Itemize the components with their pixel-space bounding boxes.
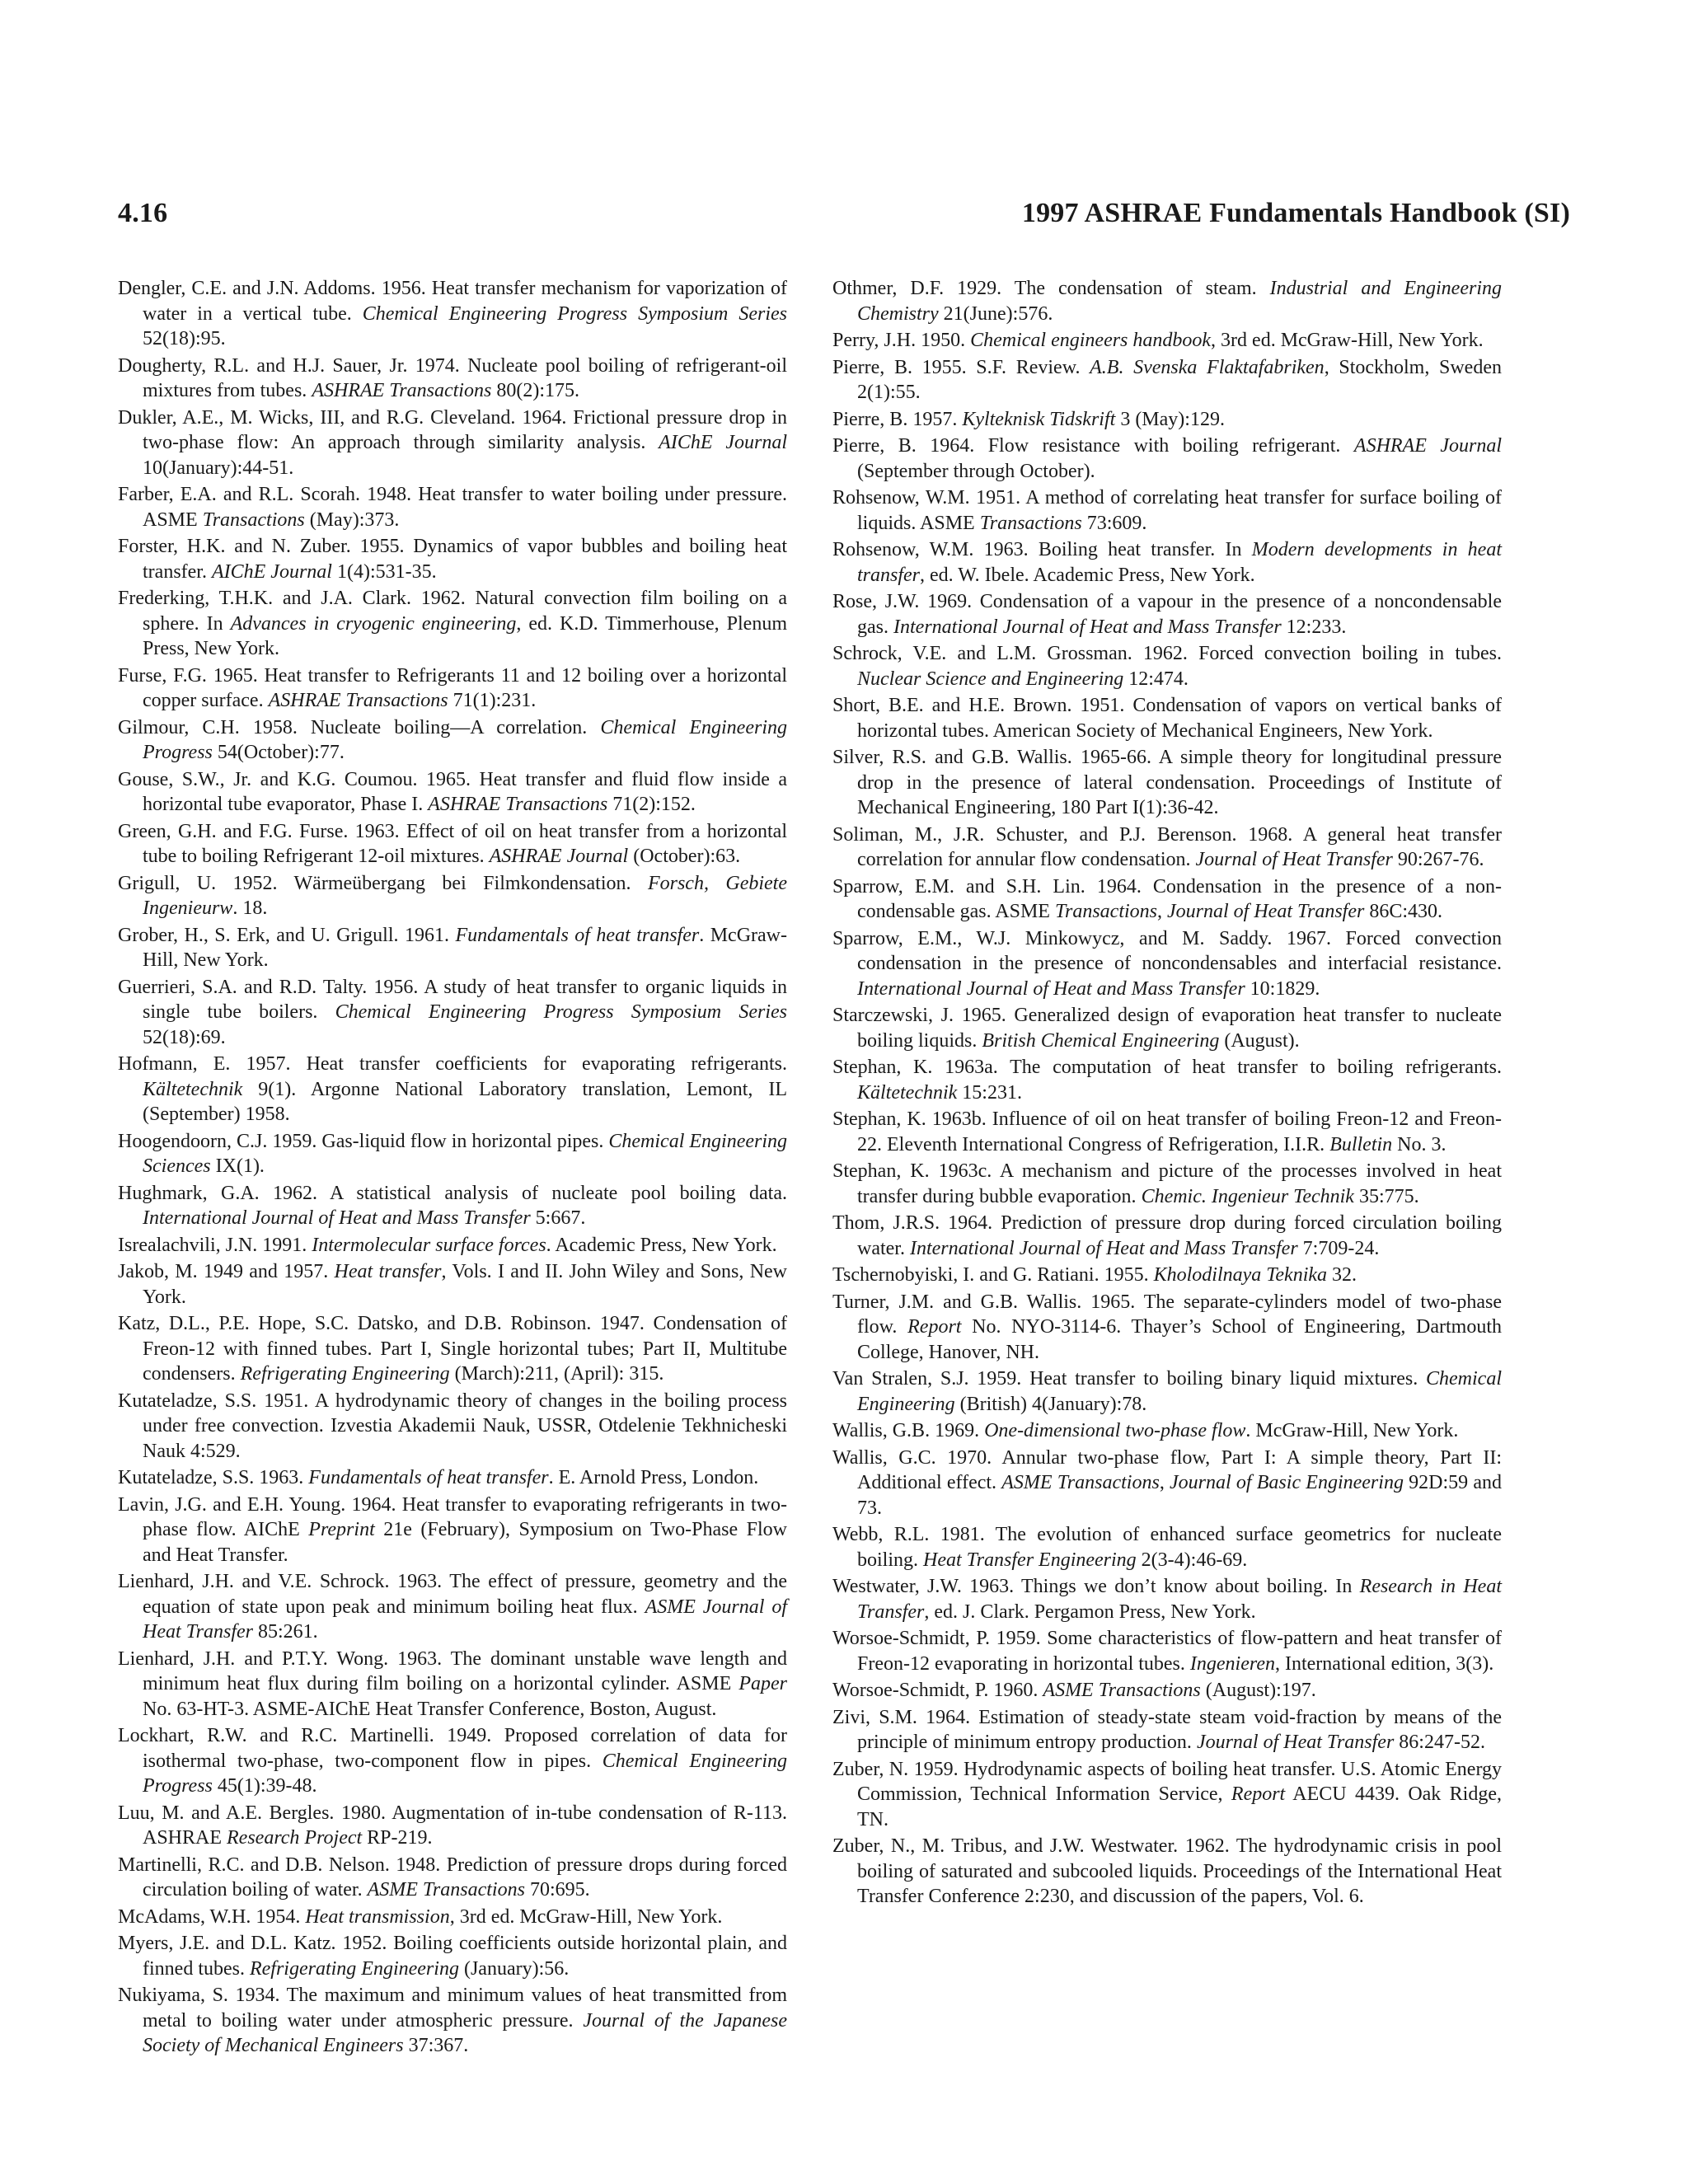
references-right-column xyxy=(832,276,1502,1911)
reference-entry: Stephan, K. 1963a. The computation of heat transfer to boiling refrigerants. Kältetechnik 15:231. xyxy=(832,1057,1502,1104)
reference-entry: Pierre, B. 1955. S.F. Review. A.B. Svenska Flaktafabriken, Stockholm, Sweden 2(1):55. xyxy=(832,356,1502,403)
reference-entry: Kutateladze, S.S. 1951. A hydrodynamic theory of changes in the boiling process under free convection. Izvestia Akademii Nauk, USSR, Otdelenie Tekhnicheski Nauk 4:529. xyxy=(118,1390,787,1462)
reference-entry: Worsoe-Schmidt, P. 1960. ASME Transactions (August):197. xyxy=(832,1680,1316,1701)
reference-entry: Grigull, U. 1952. Wärmeübergang bei Filmkondensation. Forsch, Gebiete Ingenieurw. 18. xyxy=(118,872,788,919)
reference-entry: Soliman, M., J.R. Schuster, and P.J. Berenson. 1968. A general heat transfer correlation for annular flow condensation. Journal of Heat Transfer 90:267-76. xyxy=(832,823,1502,870)
reference-entry: Thom, J.R.S. 1964. Prediction of pressure drop during forced circulation boiling water. International Journal of Heat and Mass Transfer 7:709-24. xyxy=(832,1212,1502,1259)
reference-entry: Worsoe-Schmidt, P. 1959. Some characteristics of flow-pattern and heat transfer of Freon-12 evaporating in horizontal tubes. Ingenieren, International edition, 3(3). xyxy=(832,1628,1502,1675)
reference-entry: Wallis, G.B. 1969. One-dimensional two-phase flow. McGraw-Hill, New York. xyxy=(832,1420,1459,1441)
reference-entry: Lienhard, J.H. and P.T.Y. Wong. 1963. The dominant unstable wave length and minimum heat flux during film boiling on a horizontal cylinder. ASME Paper No. 63-HT-3. ASME-AIChE Heat Transfer Conference, Boston, August. xyxy=(118,1647,787,1720)
reference-entry: Hoogendoorn, C.J. 1959. Gas-liquid flow in horizontal pipes. Chemical Engineering Sciences IX(1). xyxy=(118,1130,788,1177)
reference-entry: Martinelli, R.C. and D.B. Nelson. 1948. Prediction of pressure drops during forced circulation boiling of water. ASME Transactions 70:695. xyxy=(118,1854,787,1900)
page-number: 4.16 xyxy=(118,198,168,228)
reference-entry: Gilmour, C.H. 1958. Nucleate boiling—A correlation. Chemical Engineering Progress 54(October):77. xyxy=(118,716,787,763)
reference-entry: Gouse, S.W., Jr. and K.G. Coumou. 1965. Heat transfer and fluid flow inside a horizontal tube evaporator, Phase I. ASHRAE Transactions 71(2):152. xyxy=(118,768,787,815)
reference-entry: Rohsenow, W.M. 1963. Boiling heat transfer. In Modern developments in heat transfer, ed. W. Ibele. Academic Press, New York. xyxy=(832,539,1502,586)
reference-entry: Zuber, N. 1959. Hydrodynamic aspects of boiling heat transfer. U.S. Atomic Energy Commission, Technical Information Service, Report AECU 4439. Oak Ridge, TN. xyxy=(832,1758,1502,1830)
reference-entry: Zuber, N., M. Tribus, and J.W. Westwater. 1962. The hydrodynamic crisis in pool boiling of saturated and subcooled liquids. Proceedings of the International Heat Transfer Conference 2:230, and discussion of the papers, Vol. 6. xyxy=(832,1835,1502,1907)
reference-entry: Furse, F.G. 1965. Heat transfer to Refrigerants 11 and 12 boiling over a horizontal copper surface. ASHRAE Transactions 71(1):231. xyxy=(118,664,787,711)
reference-entry: Guerrieri, S.A. and R.D. Talty. 1956. A study of heat transfer to organic liquids in single tube boilers. Chemical Engineering Progress Symposium Series 52(18):69. xyxy=(118,976,787,1048)
reference-entry: Silver, R.S. and G.B. Wallis. 1965-66. A simple theory for longitudinal pressure drop in the presence of lateral condensation. Proceedings of Institute of Mechanical Engineering, 180 Part I(1):36-42. xyxy=(832,747,1502,818)
reference-entry: Rose, J.W. 1969. Condensation of a vapour in the presence of a noncondensable gas. International Journal of Heat and Mass Transfer 12:233. xyxy=(832,591,1502,638)
reference-entry: Short, B.E. and H.E. Brown. 1951. Condensation of vapors on vertical banks of horizontal tubes. American Society of Mechanical Engineers, New York. xyxy=(832,695,1502,742)
reference-entry: Dukler, A.E., M. Wicks, III, and R.G. Cleveland. 1964. Frictional pressure drop in two-phase flow: An approach through similarity analysis. AIChE Journal 10(January):44-51. xyxy=(118,406,787,479)
reference-entry: Stephan, K. 1963b. Influence of oil on heat transfer of boiling Freon-12 and Freon-22. Eleventh International Congress of Refrigeration, I.I.R. Bulletin No. 3. xyxy=(832,1108,1502,1155)
reference-entry: Stephan, K. 1963c. A mechanism and picture of the processes involved in heat transfer during bubble evaporation. Chemic. Ingenieur Technik 35:775. xyxy=(832,1160,1502,1207)
reference-entry: Wallis, G.C. 1970. Annular two-phase flow, Part I: A simple theory, Part II: Additional effect. ASME Transactions, Journal of Basic Engineering 92D:59 and 73. xyxy=(832,1446,1503,1519)
reference-entry: Hofmann, E. 1957. Heat transfer coefficients for evaporating refrigerants. Kältetechnik 9(1). Argonne National Laboratory translation, Lemont, IL (September) 1958. xyxy=(118,1053,787,1125)
reference-entry: Othmer, D.F. 1929. The condensation of steam. Industrial and Engineering Chemistry 21(June):576. xyxy=(832,278,1502,325)
reference-entry: Jakob, M. 1949 and 1957. Heat transfer, Vols. I and II. John Wiley and Sons, New York. xyxy=(118,1261,788,1308)
reference-entry: Starczewski, J. 1965. Generalized design of evaporation heat transfer to nucleate boiling liquids. British Chemical Engineering (August). xyxy=(832,1005,1502,1052)
reference-entry: Grober, H., S. Erk, and U. Grigull. 1961. Fundamentals of heat transfer. McGraw-Hill, New York. xyxy=(118,924,787,971)
reference-entry: Schrock, V.E. and L.M. Grossman. 1962. Forced convection boiling in tubes. Nuclear Science and Engineering 12:474. xyxy=(832,643,1502,690)
reference-entry: Webb, R.L. 1981. The evolution of enhanced surface geometrics for nucleate boiling. Heat Transfer Engineering 2(3-4):46-69. xyxy=(832,1524,1502,1571)
reference-entry: Tschernobyiski, I. and G. Ratiani. 1955. Kholodilnaya Teknika 32. xyxy=(832,1264,1357,1286)
reference-entry: Farber, E.A. and R.L. Scorah. 1948. Heat transfer to water boiling under pressure. ASME Transactions (May):373. xyxy=(118,484,787,531)
reference-entry: McAdams, W.H. 1954. Heat transmission, 3rd ed. McGraw-Hill, New York. xyxy=(118,1905,723,1928)
reference-entry: Luu, M. and A.E. Bergles. 1980. Augmentation of in-tube condensation of R-113. ASHRAE Research Project RP-219. xyxy=(118,1802,787,1849)
references-left-column xyxy=(118,276,787,2060)
reference-entry: Pierre, B. 1964. Flow resistance with boiling refrigerant. ASHRAE Journal (September through October). xyxy=(832,435,1502,482)
reference-entry: Lienhard, J.H. and V.E. Schrock. 1963. The effect of pressure, geometry and the equation of state upon peak and minimum boiling heat flux. ASME Journal of Heat Transfer 85:261. xyxy=(118,1571,788,1643)
reference-entry: Lavin, J.G. and E.H. Young. 1964. Heat transfer to evaporating refrigerants in two-phase flow. AIChE Preprint 21e (February), Symposium on Two-Phase Flow and Heat Transfer. xyxy=(118,1493,787,1566)
reference-entry: Frederking, T.H.K. and J.A. Clark. 1962. Natural convection film boiling on a sphere. In Advances in cryogenic engineering, ed. K.D. Timmerhouse, Plenum Press, New York. xyxy=(118,588,787,659)
reference-entry: Katz, D.L., P.E. Hope, S.C. Datsko, and D.B. Robinson. 1947. Condensation of Freon-12 with finned tubes. Part I, Single horizontal tubes; Part II, Multitube condensers. Refrigerating Engineering (March):211, (April): 315. xyxy=(118,1313,787,1385)
reference-entry: Westwater, J.W. 1963. Things we don’t know about boiling. In Research in Heat Transfer, ed. J. Clark. Pergamon Press, New York. xyxy=(832,1576,1502,1623)
reference-entry: Forster, H.K. and N. Zuber. 1955. Dynamics of vapor bubbles and boiling heat transfer. AIChE Journal 1(4):531-35. xyxy=(118,536,787,583)
reference-entry: Hughmark, G.A. 1962. A statistical analysis of nucleate pool boiling data. International Journal of Heat and Mass Transfer 5:667. xyxy=(118,1182,787,1229)
reference-entry: Turner, J.M. and G.B. Wallis. 1965. The separate-cylinders model of two-phase flow. Report No. NYO-3114-6. Thayer’s School of Engineering, Dartmouth College, Hanover, NH. xyxy=(832,1291,1503,1363)
reference-entry: Nukiyama, S. 1934. The maximum and minimum values of heat transmitted from metal to boiling water under atmospheric pressure. Journal of the Japanese Society of Mechanical Engineers 37:367. xyxy=(118,1985,787,2056)
reference-entry: Rohsenow, W.M. 1951. A method of correlating heat transfer for surface boiling of liquids. ASME Transactions 73:609. xyxy=(832,487,1502,534)
reference-entry: Zivi, S.M. 1964. Estimation of steady-state steam void-fraction by means of the principle of minimum entropy production. Journal of Heat Transfer 86:247-52. xyxy=(832,1706,1502,1753)
running-title: 1997 ASHRAE Fundamentals Handbook (SI) xyxy=(1021,198,1570,228)
reference-entry: Dengler, C.E. and J.N. Addoms. 1956. Heat transfer mechanism for vaporization of water in a vertical tube. Chemical Engineering Progress Symposium Series 52(18):95. xyxy=(118,278,788,349)
reference-entry: Pierre, B. 1957. Kylteknisk Tidskrift 3 (May):129. xyxy=(832,408,1225,430)
reference-entry: Sparrow, E.M., W.J. Minkowycz, and M. Saddy. 1967. Forced convection condensation in the presence of noncondensables and interfacial resistance. International Journal of Heat and Mass Transfer 10:1829. xyxy=(832,927,1502,1000)
reference-entry: Sparrow, E.M. and S.H. Lin. 1964. Condensation in the presence of a noncondensable gas. ASME Transactions, Journal of Heat Transfer 86C:430. xyxy=(832,875,1502,922)
reference-entry: Myers, J.E. and D.L. Katz. 1952. Boiling coefficients outside horizontal plain, and finned tubes. Refrigerating Engineering (January):56. xyxy=(118,1933,787,1980)
page-header xyxy=(118,198,1570,239)
reference-entry: Kutateladze, S.S. 1963. Fundamentals of heat transfer. E. Arnold Press, London. xyxy=(118,1467,759,1488)
reference-entry: Green, G.H. and F.G. Furse. 1963. Effect of oil on heat transfer from a horizontal tube to boiling Refrigerant 12-oil mixtures. ASHRAE Journal (October):63. xyxy=(118,820,787,867)
reference-entry: Lockhart, R.W. and R.C. Martinelli. 1949. Proposed correlation of data for isothermal two-phase, two-component flow in pipes. Chemical Engineering Progress 45(1):39-48. xyxy=(118,1725,787,1797)
reference-entry: Dougherty, R.L. and H.J. Sauer, Jr. 1974. Nucleate pool boiling of refrigerant-oil mixtures from tubes. ASHRAE Transactions 80(2):175. xyxy=(118,354,787,401)
reference-entry: Van Stralen, S.J. 1959. Heat transfer to boiling binary liquid mixtures. Chemical Engineering (British) 4(January):78. xyxy=(832,1368,1502,1415)
reference-entry: Perry, J.H. 1950. Chemical engineers handbook, 3rd ed. McGraw-Hill, New York. xyxy=(832,330,1484,351)
reference-entry: Isrealachvili, J.N. 1991. Intermolecular surface forces. Academic Press, New York. xyxy=(118,1234,777,1256)
